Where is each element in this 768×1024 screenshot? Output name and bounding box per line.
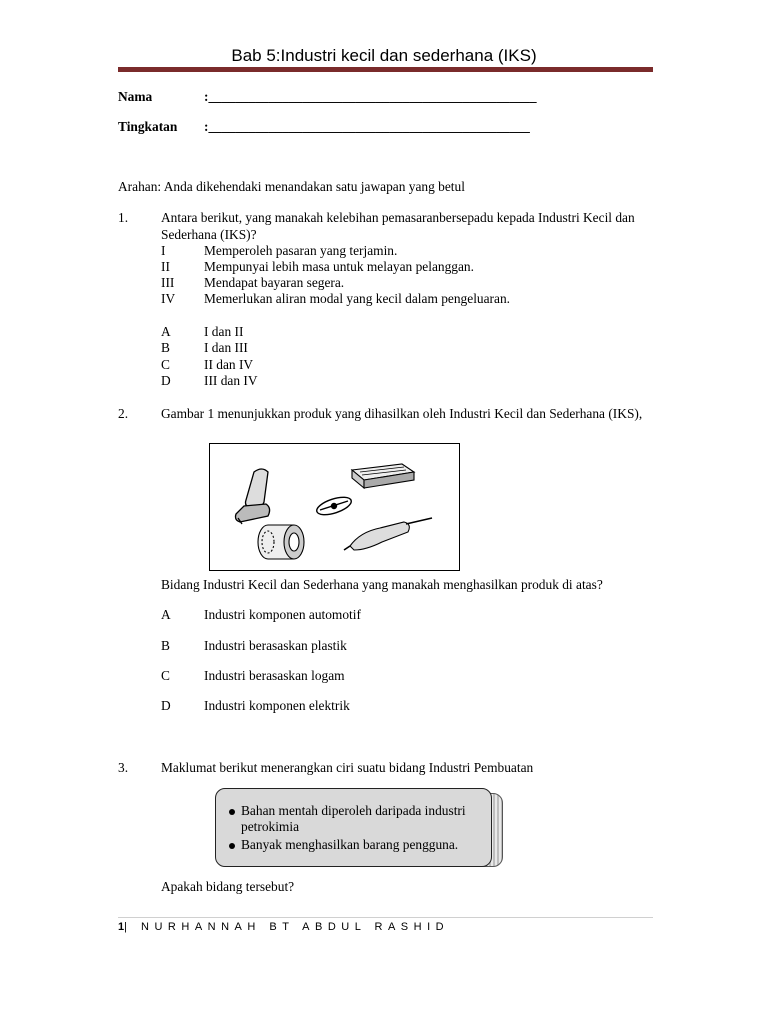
page-footer bbox=[118, 921, 449, 933]
question-2-number: 2. bbox=[118, 406, 129, 421]
instruction: Arahan: Anda dikehendaki menandakan satu jawapan yang betul bbox=[118, 179, 465, 194]
product-illustration bbox=[210, 444, 459, 570]
bullet-icon bbox=[229, 843, 235, 849]
grade-label: Tingkatan bbox=[118, 119, 178, 134]
option-letter: A bbox=[161, 324, 171, 339]
bullet-text: Banyak menghasilkan barang pengguna. bbox=[241, 837, 459, 852]
steering-wheel-icon bbox=[315, 494, 354, 518]
statement-numeral: IV bbox=[161, 291, 176, 306]
question-3-prompt: Apakah bidang tersebut? bbox=[161, 879, 295, 894]
page-number: 1 bbox=[118, 921, 125, 933]
question-2-text: Gambar 1 menunjukkan produk yang dihasilkan oleh Industri Kecil dan Sederhana (IKS), bbox=[161, 406, 643, 421]
muffler-icon bbox=[344, 518, 432, 550]
question-1-text: Antara berikut, yang manakah kelebihan pemasaranbersepadu kepada Industri Kecil dan Sederhana (IKS)? bbox=[161, 210, 635, 242]
option-text: Industri komponen automotif bbox=[204, 607, 361, 622]
option-text: Industri berasaskan plastik bbox=[204, 638, 347, 653]
option-letter: B bbox=[161, 340, 170, 355]
statement-numeral: II bbox=[161, 259, 170, 274]
title-rule bbox=[118, 67, 653, 72]
option-letter: C bbox=[161, 357, 170, 372]
info-list bbox=[226, 803, 486, 855]
option-text: I dan II bbox=[204, 324, 244, 339]
list-item bbox=[226, 803, 486, 835]
info-box bbox=[215, 788, 492, 867]
spark-plug-box-icon bbox=[352, 464, 414, 488]
name-blank: :_________________________________________________ bbox=[204, 89, 537, 104]
question-1-number: 1. bbox=[118, 210, 129, 225]
option-text: Industri komponen elektrik bbox=[204, 698, 350, 713]
grade-blank: :________________________________________________ bbox=[204, 119, 530, 134]
car-seat-icon bbox=[236, 469, 270, 524]
statement-text: Mendapat bayaran segera. bbox=[204, 275, 345, 290]
option-letter: D bbox=[161, 373, 171, 388]
filter-icon bbox=[258, 525, 304, 559]
option-text: Industri berasaskan logam bbox=[204, 668, 345, 683]
statement-numeral: I bbox=[161, 243, 166, 258]
page-title: Bab 5:Industri kecil dan sederhana (IKS) bbox=[231, 46, 537, 65]
question-2-prompt: Bidang Industri Kecil dan Sederhana yang manakah menghasilkan produk di atas? bbox=[161, 577, 603, 592]
question-3-text: Maklumat berikut menerangkan ciri suatu bidang Industri Pembuatan bbox=[161, 760, 534, 775]
option-text: III dan IV bbox=[204, 373, 258, 388]
statement-text: Mempunyai lebih masa untuk melayan pelanggan. bbox=[204, 259, 474, 274]
option-letter: B bbox=[161, 638, 170, 653]
product-figure bbox=[209, 443, 460, 571]
name-label: Nama bbox=[118, 89, 153, 104]
question-3-number: 3. bbox=[118, 760, 129, 775]
option-text: I dan III bbox=[204, 340, 248, 355]
statement-numeral: III bbox=[161, 275, 175, 290]
footer-author: | NURHANNAH BT ABDUL RASHID bbox=[124, 921, 450, 933]
bullet-text: Bahan mentah diperoleh daripada industri petrokimia bbox=[241, 803, 466, 834]
option-letter: D bbox=[161, 698, 171, 713]
option-text: II dan IV bbox=[204, 357, 254, 372]
bullet-icon bbox=[229, 809, 235, 815]
option-letter: A bbox=[161, 607, 171, 622]
list-item bbox=[226, 837, 486, 853]
footer-divider bbox=[118, 917, 653, 918]
statement-text: Memerlukan aliran modal yang kecil dalam pengeluaran. bbox=[204, 291, 511, 306]
statement-text: Memperoleh pasaran yang terjamin. bbox=[204, 243, 398, 258]
option-letter: C bbox=[161, 668, 170, 683]
